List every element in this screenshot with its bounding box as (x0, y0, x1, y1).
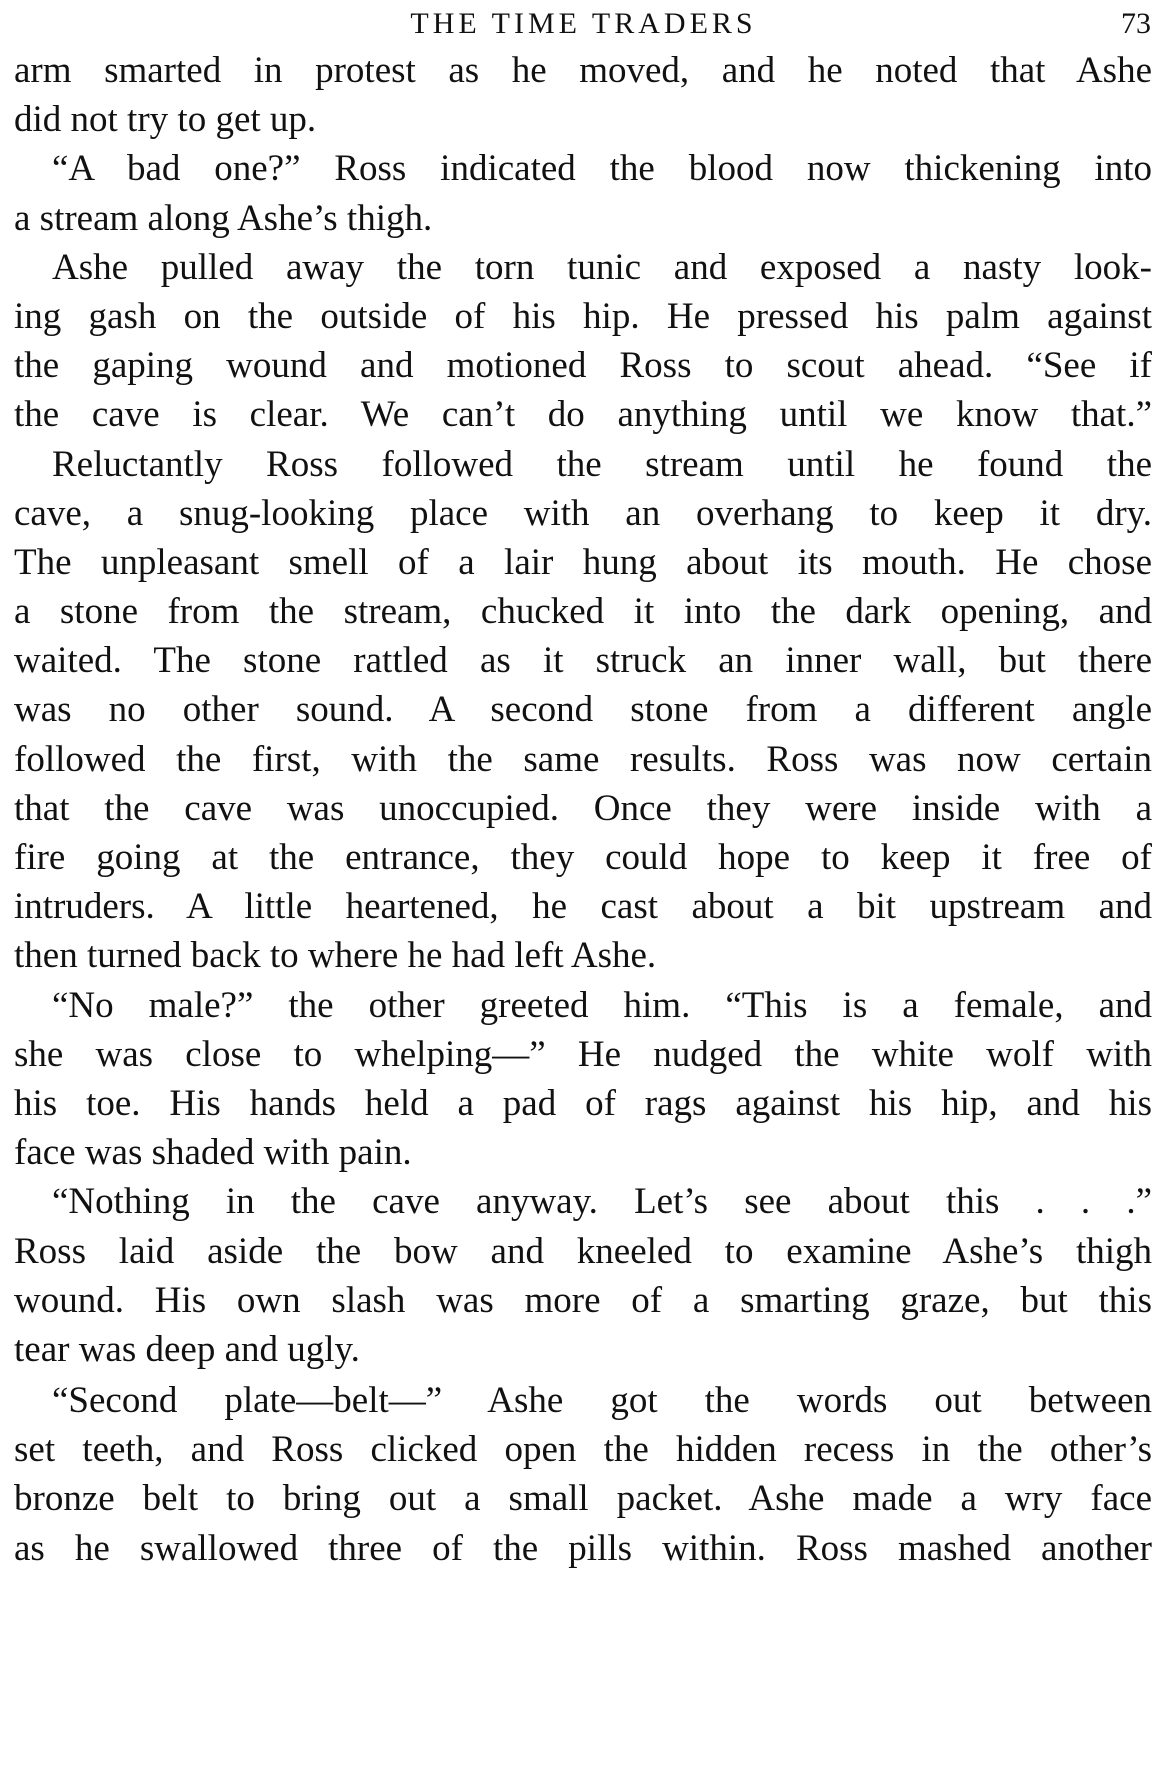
text-line: fire going at the entrance, they could hope to keep it free of (14, 837, 1152, 878)
text-line: a stone from the stream, chucked it into the dark opening, and (14, 591, 1152, 633)
text-line: the gaping wound and motioned Ross to scout ahead. “See if (14, 345, 1152, 387)
text-line: “Second plate—belt—” Ashe got the words out between (52, 1380, 1152, 1422)
text-line: ing gash on the outside of his hip. He pressed his palm against (14, 295, 1152, 337)
running-title: THE TIME TRADERS (410, 7, 757, 40)
text-line: “A bad one?” Ross indicated the blood now thickening into (52, 148, 1152, 190)
text-line: did not try to get up. (14, 99, 317, 141)
text-line: followed the first, with the same results. Ross was now certain (14, 738, 1152, 780)
text-line: “No male?” the other greeted him. “This is a female, and (52, 984, 1152, 1026)
text-line: a stream along Ashe’s thigh. (14, 197, 433, 239)
text-line: was no other sound. A second stone from a different angle (14, 689, 1152, 731)
text-line: tear was deep and ugly. (14, 1328, 360, 1370)
text-line: face was shaded with pain. (14, 1132, 412, 1174)
text-line: she was close to whelping—” He nudged the white wolf with (14, 1033, 1152, 1075)
text-line: waited. The stone rattled as it struck an inner wall, but there (14, 640, 1152, 682)
running-head (0, 4, 1167, 44)
text-line: Reluctantly Ross followed the stream until he found the (52, 443, 1152, 485)
text-line: “Nothing in the cave anyway. Let’s see about this . . .” (52, 1181, 1152, 1223)
text-line: wound. His own slash was more of a smarting graze, but this (14, 1279, 1152, 1321)
text-line: set teeth, and Ross clicked open the hidden recess in the other’s (14, 1429, 1152, 1471)
text-line: the cave is clear. We can’t do anything until we know that.” (14, 394, 1152, 436)
text-line: The unpleasant smell of a lair hung about its mouth. He chose (14, 541, 1152, 583)
text-line: that the cave was unoccupied. Once they were inside with a (14, 787, 1152, 829)
text-line: Ross laid aside the bow and kneeled to examine Ashe’s thigh (14, 1230, 1152, 1272)
text-line: intruders. A little heartened, he cast about a bit upstream and (14, 886, 1152, 928)
text-line: bronze belt to bring out a small packet. Ashe made a wry face (14, 1478, 1152, 1520)
text-line: arm smarted in protest as he moved, and he noted that Ashe (14, 50, 1152, 91)
text-line: Ashe pulled away the torn tunic and exposed a nasty look- (52, 246, 1152, 288)
text-line: as he swallowed three of the pills within. Ross mashed another (14, 1527, 1152, 1569)
text-line: his toe. His hands held a pad of rags against his hip, and his (14, 1082, 1152, 1124)
body-text (14, 46, 1152, 1573)
text-line: cave, a snug-looking place with an overhang to keep it dry. (14, 492, 1152, 534)
page-number: 73 (1121, 7, 1151, 40)
text-line: then turned back to where he had left Ashe. (14, 935, 657, 977)
